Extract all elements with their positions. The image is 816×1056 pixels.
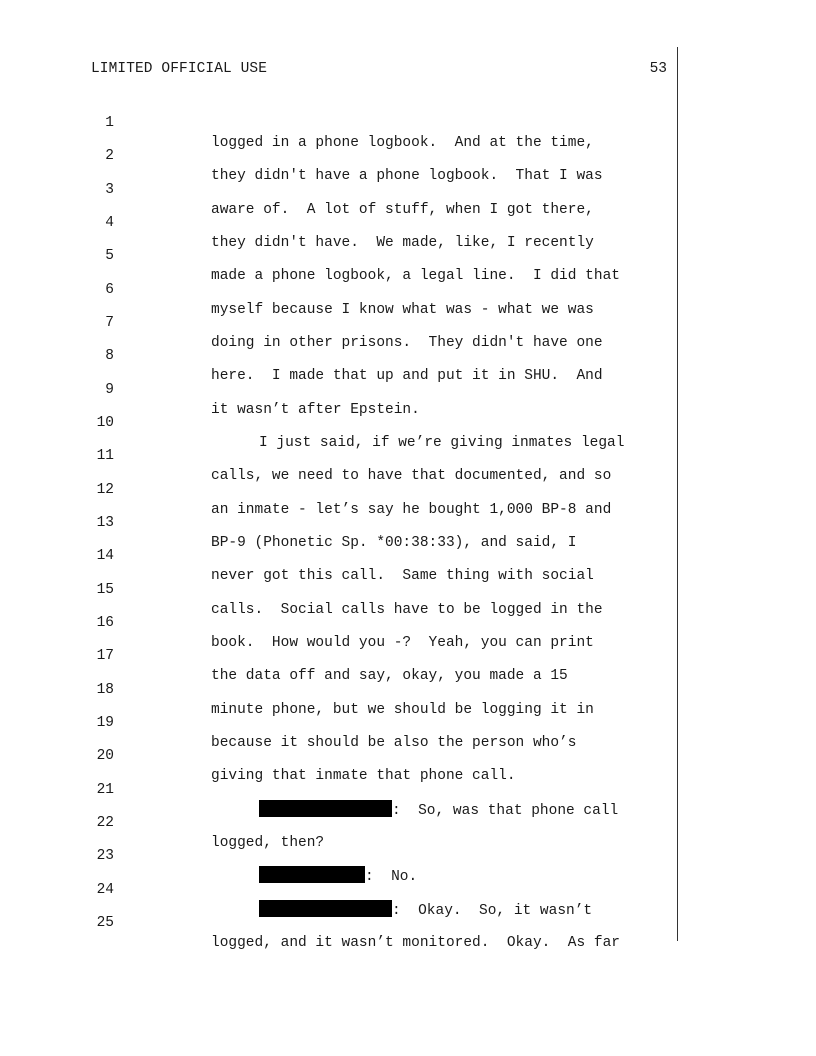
line-text: made a phone logbook, a legal line. I did that <box>211 268 620 284</box>
line-number: 12 <box>96 482 114 498</box>
line-text: calls. Social calls have to be logged in the <box>211 602 603 618</box>
line-text: myself because I know what was - what we was <box>211 302 594 318</box>
transcript-line <box>0 160 676 218</box>
transcript-line <box>0 760 676 819</box>
line-text: an inmate - let’s say he bought 1,000 BP-8 and <box>211 502 612 518</box>
line-number: 21 <box>96 782 114 798</box>
transcript-line <box>0 260 676 318</box>
transcript-line <box>0 826 676 885</box>
transcript-line <box>0 360 676 418</box>
line-number: 14 <box>96 548 114 564</box>
line-number: 9 <box>105 382 114 398</box>
transcript-line <box>0 326 676 384</box>
line-number: 2 <box>105 148 114 164</box>
line-text: it wasn’t after Epstein. <box>211 402 420 418</box>
line-number: 24 <box>96 882 114 898</box>
line-text: they didn't have. We made, like, I recently <box>211 235 594 251</box>
transcript-line <box>0 593 676 651</box>
line-number: 1 <box>105 115 114 131</box>
line-text: aware of. A lot of stuff, when I got there, <box>211 202 594 218</box>
line-number: 6 <box>105 282 114 298</box>
line-text: : Okay. So, it wasn’t <box>392 903 593 919</box>
line-number: 13 <box>96 515 114 531</box>
transcript-line <box>0 560 676 618</box>
transcript-line <box>0 93 676 151</box>
line-text: : No. <box>365 869 418 885</box>
line-number: 8 <box>105 348 114 364</box>
line-text: doing in other prisons. They didn't have one <box>211 335 603 351</box>
transcript-line <box>0 460 676 518</box>
transcript-line <box>0 226 676 284</box>
line-number: 4 <box>105 215 114 231</box>
transcript-line <box>0 626 676 684</box>
transcript-line <box>0 426 676 484</box>
line-number: 20 <box>96 748 114 764</box>
line-text: I just said, if we’re giving inmates legal <box>259 435 625 451</box>
line-number: 10 <box>96 415 114 431</box>
line-number: 15 <box>96 582 114 598</box>
line-text: the data off and say, okay, you made a 15 <box>211 668 568 684</box>
line-text: book. How would you -? Yeah, you can print <box>211 635 594 651</box>
line-text: logged in a phone logbook. And at the time, <box>211 135 594 151</box>
transcript-line <box>0 860 676 919</box>
transcript-line <box>0 726 676 784</box>
transcript-line <box>0 493 676 551</box>
transcript-line <box>0 693 676 751</box>
line-number: 11 <box>96 448 114 464</box>
transcript-line <box>0 393 676 451</box>
transcript-line <box>0 660 676 718</box>
page-number: 53 <box>649 61 667 77</box>
classification-header: LIMITED OFFICIAL USE <box>91 61 268 77</box>
line-text: logged, and it wasn’t monitored. Okay. As far <box>211 935 620 951</box>
line-number: 5 <box>105 248 114 264</box>
transcript-line <box>0 526 676 584</box>
line-text: because it should be also the person who’s <box>211 735 577 751</box>
line-number: 23 <box>96 848 114 864</box>
line-number: 18 <box>96 682 114 698</box>
line-text: they didn't have a phone logbook. That I was <box>211 168 603 184</box>
transcript-line <box>0 793 676 851</box>
line-text: : So, was that phone call <box>392 803 619 819</box>
right-margin-rule <box>677 47 678 941</box>
transcript-line <box>0 126 676 184</box>
line-number: 16 <box>96 615 114 631</box>
line-number: 19 <box>96 715 114 731</box>
line-text: never got this call. Same thing with social <box>211 568 594 584</box>
transcript-line <box>0 893 676 951</box>
line-text: giving that inmate that phone call. <box>211 768 516 784</box>
line-text: minute phone, but we should be logging it in <box>211 702 594 718</box>
line-number: 3 <box>105 182 114 198</box>
line-text: here. I made that up and put it in SHU. And <box>211 368 603 384</box>
transcript-line <box>0 293 676 351</box>
line-number: 25 <box>96 915 114 931</box>
line-text: logged, then? <box>211 835 325 851</box>
transcript-line <box>0 193 676 251</box>
line-number: 17 <box>96 648 114 664</box>
line-text: calls, we need to have that documented, and so <box>211 468 612 484</box>
line-text: BP-9 (Phonetic Sp. *00:38:33), and said, I <box>211 535 577 551</box>
line-number: 22 <box>96 815 114 831</box>
line-number: 7 <box>105 315 114 331</box>
